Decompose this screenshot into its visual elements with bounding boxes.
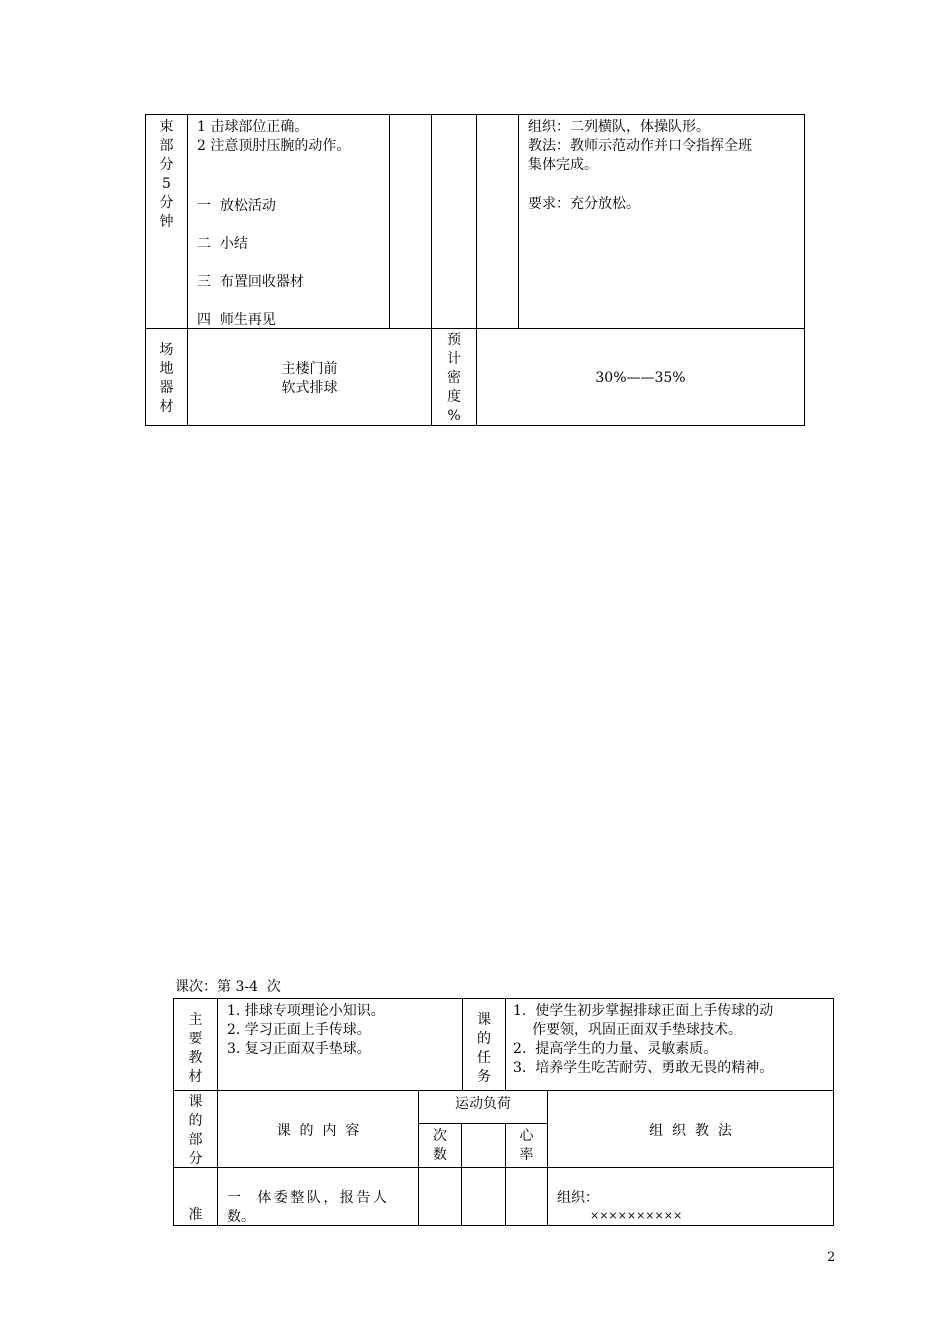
lesson-part-label: 课 的 部 分	[188, 1094, 203, 1167]
page-number: 2	[827, 1250, 836, 1265]
row-formation: ××××××××××	[590, 1209, 683, 1222]
task-item: 3. 培养学生吃苦耐劳、勇敢无畏的精神。	[513, 1060, 774, 1076]
load-header: 运动负荷	[455, 1096, 511, 1112]
org-line: 集体完成。	[528, 157, 598, 173]
venue-value: 主楼门前 软式排球	[281, 361, 338, 396]
count-header: 次 数	[433, 1128, 447, 1163]
task-item: 作要领，巩固正面双手垫球技术。	[532, 1022, 742, 1038]
venue-label: 场 地 器 材	[159, 342, 174, 415]
task-item: 2. 提高学生的力量、灵敏素质。	[513, 1041, 718, 1057]
org-line: 要求：充分放松。	[528, 196, 640, 212]
org-line: 教法：教师示范动作并口令指挥全班	[528, 138, 752, 154]
method-header: 组 织 教 法	[649, 1123, 732, 1139]
row-part-label: 准	[188, 1207, 203, 1223]
activity-item: 三 布置回收器材	[197, 274, 304, 290]
main-item: 3. 复习正面双手垫球。	[227, 1041, 371, 1057]
content-header: 课 的 内 容	[276, 1123, 360, 1139]
density-value: 30%——35%	[595, 370, 686, 386]
task-item: 1. 使学生初步掌握排球正面上手传球的动	[513, 1003, 774, 1019]
density-label: 预 计 密 度 %	[447, 332, 461, 424]
content-line: 2 注意顶肘压腕的动作。	[197, 138, 351, 154]
row-content-line: 数。	[227, 1209, 255, 1225]
row-content-line: 一 体委整队，报告人	[227, 1190, 390, 1206]
content-line: 1 击球部位正确。	[197, 119, 309, 135]
tasks-label: 课 的 任 务	[477, 1012, 491, 1085]
main-item: 1. 排球专项理论小知识。	[227, 1003, 385, 1019]
heart-rate-header: 心 率	[519, 1128, 534, 1163]
main-materials-label: 主 要 教 材	[188, 1012, 203, 1085]
main-item: 2. 学习正面上手传球。	[227, 1022, 371, 1038]
activity-item: 一 放松活动	[197, 198, 276, 214]
row-org-label: 组织：	[557, 1190, 599, 1206]
activity-item: 四 师生再见	[197, 312, 276, 328]
section-label: 束 部 分 5 分 钟	[159, 119, 174, 230]
lesson-title: 课次：第 3-4 次	[175, 979, 281, 995]
activity-item: 二 小结	[197, 236, 248, 252]
org-line: 组织：二列横队，体操队形。	[528, 119, 710, 135]
